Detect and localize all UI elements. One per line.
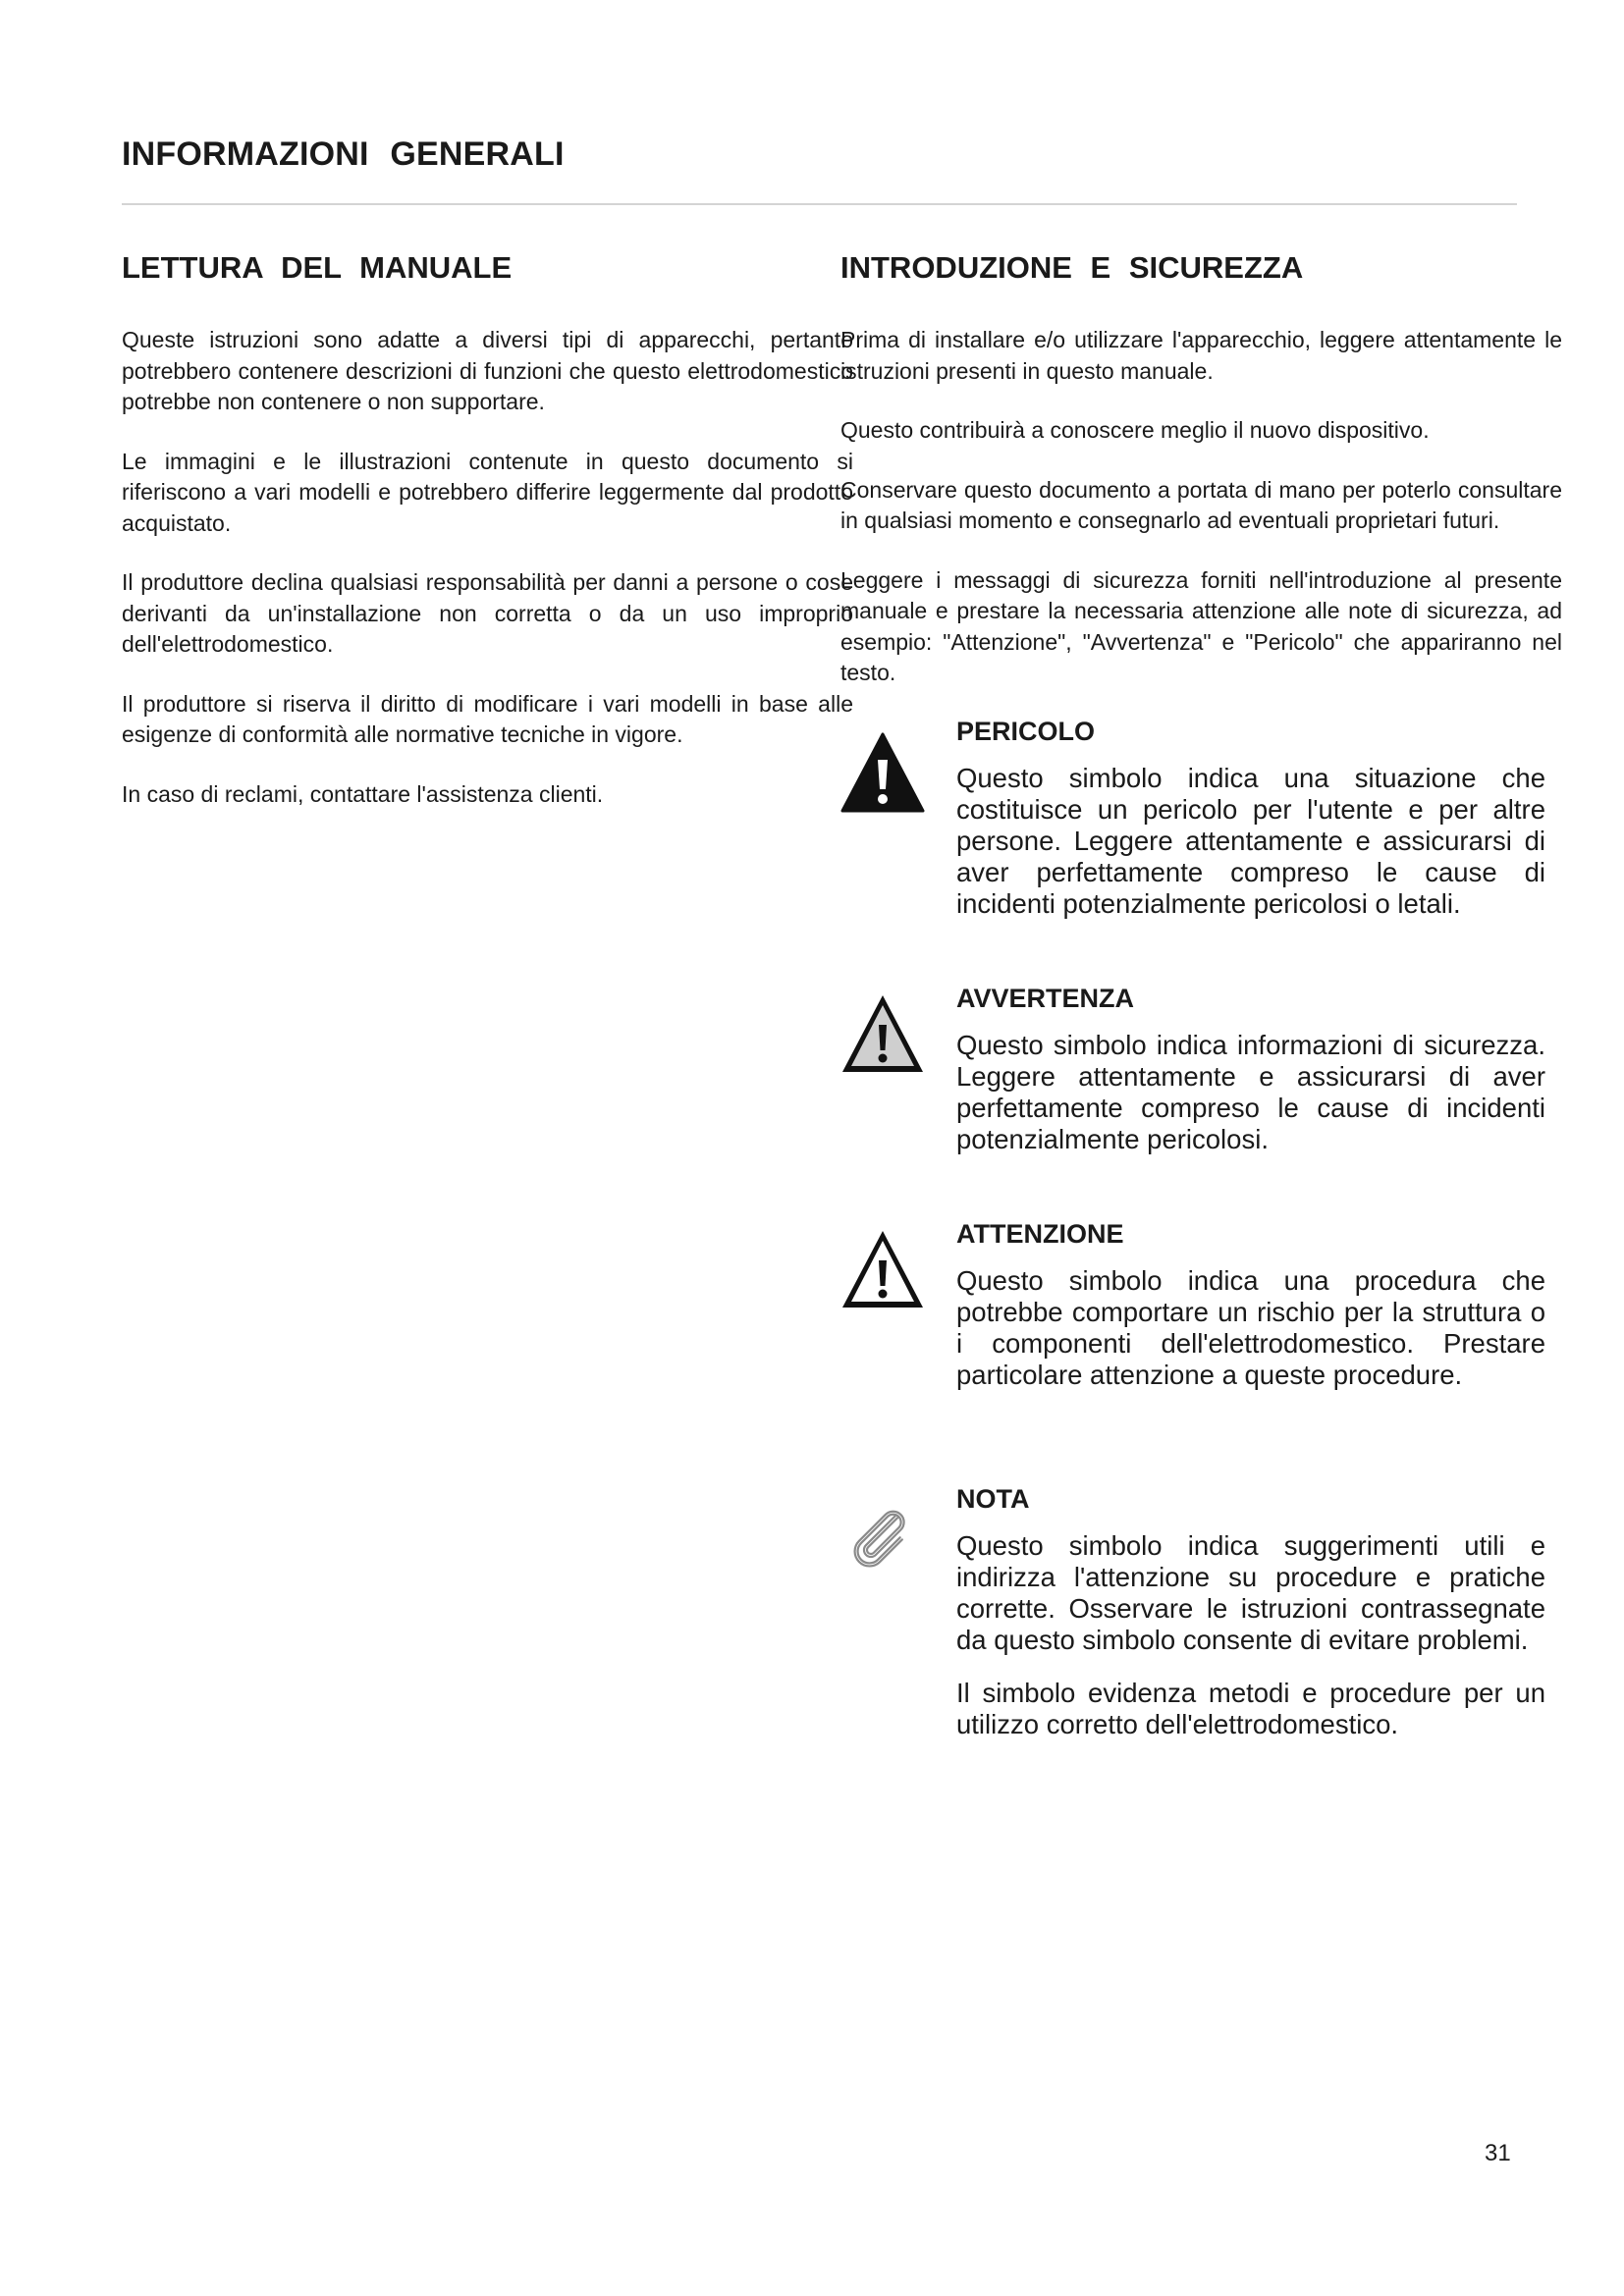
- caution-outline-triangle-icon: [840, 1227, 925, 1311]
- notice-title: AVVERTENZA: [956, 984, 1135, 1013]
- header-divider: [122, 203, 1517, 205]
- notice-text: Questo simbolo indica informazioni di sicurezza. Leggere attentamente e assicurarsi di aver perfettamente compreso le cause di incidenti potenzialmente pericolosi.: [956, 1030, 1545, 1154]
- notice-text: Il simbolo evidenza metodi e procedure per un utilizzo corretto dell'elettrodomestico.: [956, 1678, 1545, 1739]
- reading-manual-paragraph: Il produttore declina qualsiasi responsabilità per danni a persone o cose derivanti da un'installazione non corretta o da un uso improprio dell'elettrodomestico.: [122, 569, 853, 657]
- introduction-safety-heading: INTRODUZIONE E SICUREZZA: [840, 250, 1304, 285]
- reading-manual-paragraph: In caso di reclami, contattare l'assistenza clienti.: [122, 780, 604, 807]
- notice-title: ATTENZIONE: [956, 1219, 1124, 1249]
- notice-title: NOTA: [956, 1484, 1030, 1514]
- paperclip-icon: [848, 1504, 917, 1573]
- introduction-paragraph: Leggere i messaggi di sicurezza forniti nell'introduzione al presente manuale e prestare la necessaria attenzione alle note di sicurezza, ad esempio: "Attenzione", "Avvertenza" e "Pericolo" che appariranno nel testo.: [840, 566, 1562, 685]
- introduction-paragraph: Prima di installare e/o utilizzare l'apparecchio, leggere attentamente le istruzioni presenti in questo manuale.: [840, 327, 1562, 384]
- page-number: 31: [1485, 2140, 1511, 2166]
- page-title: INFORMAZIONI GENERALI: [122, 135, 565, 173]
- reading-manual-paragraph: Il produttore si riserva il diritto di modificare i vari modelli in base alle esigenze di conformità alle normative tecniche in vigore.: [122, 690, 853, 747]
- notice-title: PERICOLO: [956, 717, 1096, 746]
- notice-text: Questo simbolo indica suggerimenti utili e indirizza l'attenzione su procedure e pratiche corrette. Osservare le istruzioni contrassegnate da questo simbolo consente di evitare problemi.: [956, 1530, 1545, 1655]
- introduction-safety-section: [840, 250, 1562, 718]
- reading-manual-section: [122, 250, 853, 838]
- warning-grey-triangle-icon: [840, 991, 925, 1076]
- reading-manual-paragraph: Le immagini e le illustrazioni contenute in questo documento si riferiscono a vari modelli e potrebbero differire leggermente dal prodotto acquistato.: [122, 448, 853, 536]
- danger-filled-triangle-icon: [840, 730, 925, 815]
- introduction-paragraph: Conservare questo documento a portata di mano per poterlo consultare in qualsiasi momento e consegnarlo ad eventuali proprietari futuri.: [840, 476, 1562, 533]
- introduction-paragraph: Questo contribuirà a conoscere meglio il nuovo dispositivo.: [840, 417, 1430, 443]
- notice-text: Questo simbolo indica una situazione che costituisce un pericolo per l'utente e per altre persone. Leggere attentamente e assicurarsi di aver perfettamente compreso le cause di incidenti potenzialmente pericolosi o letali.: [956, 763, 1545, 919]
- reading-manual-heading: LETTURA DEL MANUALE: [122, 250, 513, 285]
- reading-manual-paragraph: Queste istruzioni sono adatte a diversi tipi di apparecchi, pertanto potrebbero contenere descrizioni di funzioni che questo elettrodomestico potrebbe non contenere o non supportare.: [122, 327, 853, 414]
- notice-text: Questo simbolo indica una procedura che potrebbe comportare un rischio per la struttura o i componenti dell'elettrodomestico. Prestare particolare attenzione a queste procedure.: [956, 1265, 1545, 1390]
